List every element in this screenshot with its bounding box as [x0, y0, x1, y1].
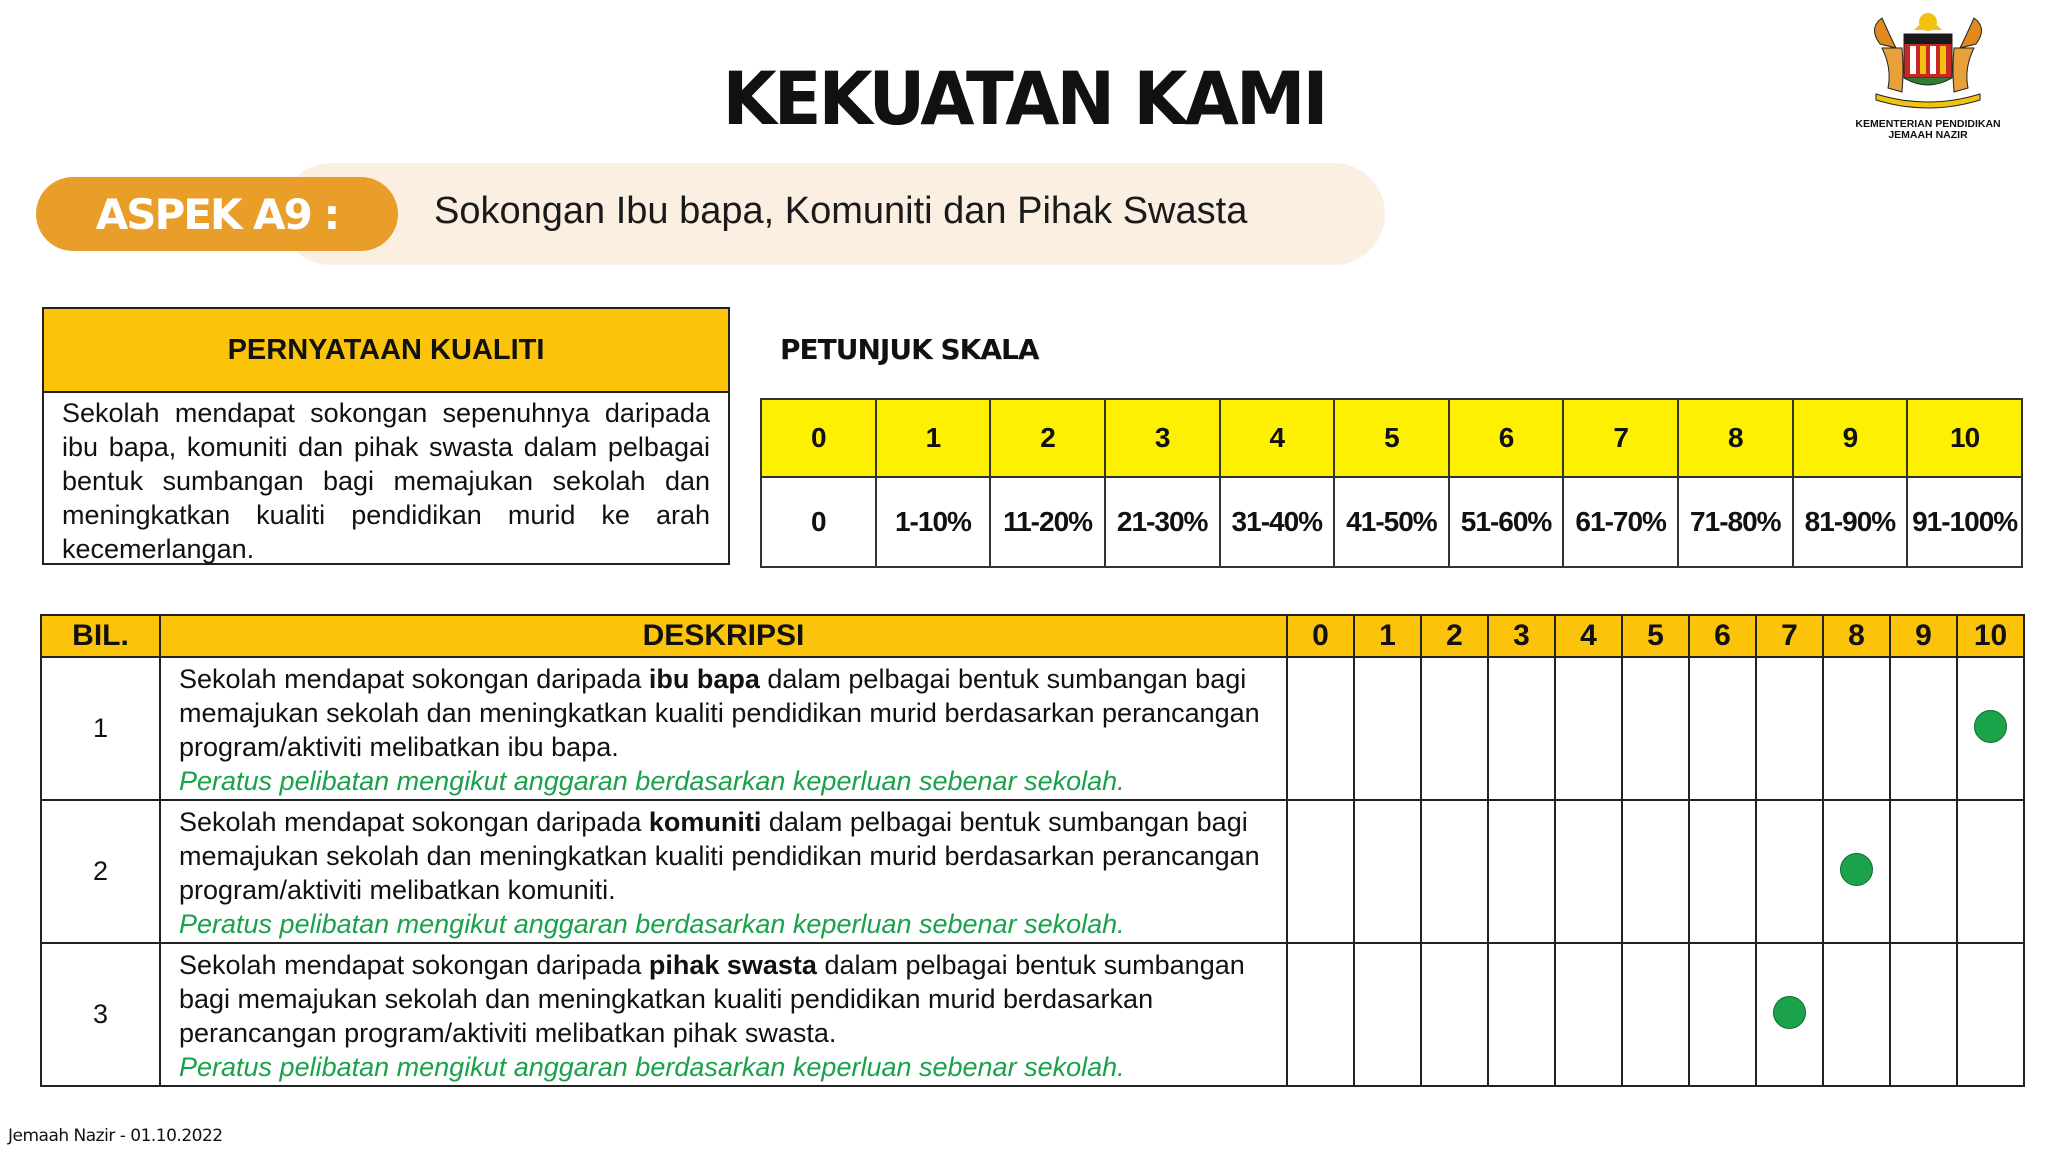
- description-text: Sekolah mendapat sokongan daripada: [179, 806, 649, 837]
- score-marker-icon: [1840, 853, 1873, 886]
- scale-level: 6: [1449, 399, 1564, 477]
- score-cell: [1354, 800, 1421, 943]
- score-header: 2: [1421, 615, 1488, 657]
- score-cell: [1555, 657, 1622, 800]
- score-header: 10: [1957, 615, 2024, 657]
- scale-range: 41-50%: [1334, 477, 1449, 567]
- description-keyword: komuniti: [648, 806, 762, 837]
- score-cell: [1287, 657, 1354, 800]
- score-header: 0: [1287, 615, 1354, 657]
- scale-level: 1: [876, 399, 991, 477]
- score-cell: [1622, 657, 1689, 800]
- score-cell: [1354, 943, 1421, 1086]
- score-cell: [1823, 943, 1890, 1086]
- description-text: dalam pelbagai bentuk sumbangan bagi memajukan sekolah dan meningkatkan kualiti pendidikan murid berdasarkan perancangan program/aktiviti melibatkan ibu bapa.: [179, 663, 1260, 762]
- scale-range: 21-30%: [1105, 477, 1220, 567]
- description-keyword: pihak swasta: [648, 949, 817, 980]
- scale-level: 5: [1334, 399, 1449, 477]
- scale-range: 81-90%: [1793, 477, 1908, 567]
- score-marker-icon: [1773, 996, 1806, 1029]
- score-cell: [1421, 943, 1488, 1086]
- pernyataan-heading: PERNYATAAN KUALITI: [44, 309, 728, 393]
- row-description: [160, 943, 1287, 1086]
- score-cell: [1890, 657, 1957, 800]
- scale-range: 91-100%: [1907, 477, 2022, 567]
- description-note: Peratus pelibatan mengikut anggaran berdasarkan keperluan sebenar sekolah.: [179, 908, 1125, 939]
- row-description: [160, 800, 1287, 943]
- score-cell: [1689, 800, 1756, 943]
- score-cell: [1488, 800, 1555, 943]
- score-cell: [1756, 943, 1823, 1086]
- scale-level: 10: [1907, 399, 2022, 477]
- row-number: 2: [41, 800, 160, 943]
- scale-ranges-row: [761, 477, 2022, 567]
- row-number: 3: [41, 943, 160, 1086]
- score-cell: [1555, 800, 1622, 943]
- score-cell: [1287, 943, 1354, 1086]
- assessment-table: [40, 614, 2025, 1087]
- scale-range: 11-20%: [990, 477, 1105, 567]
- scale-range: 71-80%: [1678, 477, 1793, 567]
- description-note: Peratus pelibatan mengikut anggaran berdasarkan keperluan sebenar sekolah.: [179, 765, 1125, 796]
- description-text: Sekolah mendapat sokongan daripada: [179, 949, 649, 980]
- description-note: Peratus pelibatan mengikut anggaran berdasarkan keperluan sebenar sekolah.: [179, 1051, 1125, 1082]
- scale-level: 9: [1793, 399, 1908, 477]
- scale-level: 8: [1678, 399, 1793, 477]
- scale-range: 0: [761, 477, 876, 567]
- description-text: dalam pelbagai bentuk sumbangan bagi memajukan sekolah dan meningkatkan kualiti pendidikan murid berdasarkan perancangan program/aktiviti melibatkan komuniti.: [179, 806, 1260, 905]
- scale-range: 51-60%: [1449, 477, 1564, 567]
- footer-credit: Jemaah Nazir - 01.10.2022: [8, 1126, 223, 1146]
- score-cell: [1421, 657, 1488, 800]
- score-cell: [1823, 800, 1890, 943]
- score-header: 3: [1488, 615, 1555, 657]
- score-cell: [1689, 943, 1756, 1086]
- description-text: dalam pelbagai bentuk sumbangan bagi memajukan sekolah dan meningkatkan kualiti pendidikan murid berdasarkan perancangan program/aktiviti melibatkan pihak swasta.: [179, 949, 1245, 1048]
- row-number: 1: [41, 657, 160, 800]
- score-cell: [1287, 800, 1354, 943]
- aspek-title: Sokongan Ibu bapa, Komuniti dan Pihak Swasta: [434, 190, 1248, 232]
- table-row: [41, 800, 2024, 943]
- ministry-line-1: KEMENTERIAN PENDIDIKAN: [1855, 118, 2001, 130]
- score-cell: [1957, 943, 2024, 1086]
- ministry-name: [1848, 119, 2008, 141]
- score-header: 9: [1890, 615, 1957, 657]
- coat-of-arms-icon: [1862, 8, 1994, 116]
- deskripsi-header: DESKRIPSI: [160, 615, 1287, 657]
- score-cell: [1488, 657, 1555, 800]
- scale-level: 4: [1220, 399, 1335, 477]
- score-header: 6: [1689, 615, 1756, 657]
- score-cell: [1354, 657, 1421, 800]
- score-cell: [1555, 943, 1622, 1086]
- scale-range: 61-70%: [1563, 477, 1678, 567]
- score-cell: [1890, 800, 1957, 943]
- score-header: 7: [1756, 615, 1823, 657]
- score-cell: [1957, 800, 2024, 943]
- score-header: 1: [1354, 615, 1421, 657]
- score-cell: [1756, 800, 1823, 943]
- score-cell: [1488, 943, 1555, 1086]
- score-cell: [1622, 943, 1689, 1086]
- scale-table: [760, 398, 2023, 568]
- score-header: 8: [1823, 615, 1890, 657]
- ministry-logo: [1848, 8, 2008, 148]
- score-header: 4: [1555, 615, 1622, 657]
- aspek-label: ASPEK A9 :: [36, 177, 398, 251]
- score-cell: [1823, 657, 1890, 800]
- scale-level: 3: [1105, 399, 1220, 477]
- score-header: 5: [1622, 615, 1689, 657]
- petunjuk-skala-heading: PETUNJUK SKALA: [780, 333, 1039, 366]
- scale-range: 1-10%: [876, 477, 991, 567]
- table-row: [41, 943, 2024, 1086]
- scale-level: 0: [761, 399, 876, 477]
- score-cell: [1421, 800, 1488, 943]
- score-cell: [1622, 800, 1689, 943]
- bil-header: BIL.: [41, 615, 160, 657]
- table-row: [41, 657, 2024, 800]
- score-cell: [1957, 657, 2024, 800]
- score-cell: [1756, 657, 1823, 800]
- table-header-row: [41, 615, 2024, 657]
- scale-level: 2: [990, 399, 1105, 477]
- page-title: KEKUATAN KAMI: [722, 55, 1326, 143]
- score-marker-icon: [1974, 710, 2007, 743]
- pernyataan-text: Sekolah mendapat sokongan sepenuhnya daripada ibu bapa, komuniti dan pihak swasta dalam pelbagai bentuk sumbangan bagi memajukan sekolah dan meningkatkan kualiti pendidikan murid ke arah kecemerlangan.: [62, 398, 710, 564]
- description-text: Sekolah mendapat sokongan daripada: [179, 663, 649, 694]
- scale-level: 7: [1563, 399, 1678, 477]
- pernyataan-kualiti-box: [42, 307, 730, 565]
- scale-levels-row: [761, 399, 2022, 477]
- score-cell: [1689, 657, 1756, 800]
- description-keyword: ibu bapa: [648, 663, 760, 694]
- row-description: [160, 657, 1287, 800]
- ministry-line-2: JEMAAH NAZIR: [1888, 129, 1968, 141]
- scale-range: 31-40%: [1220, 477, 1335, 567]
- score-cell: [1890, 943, 1957, 1086]
